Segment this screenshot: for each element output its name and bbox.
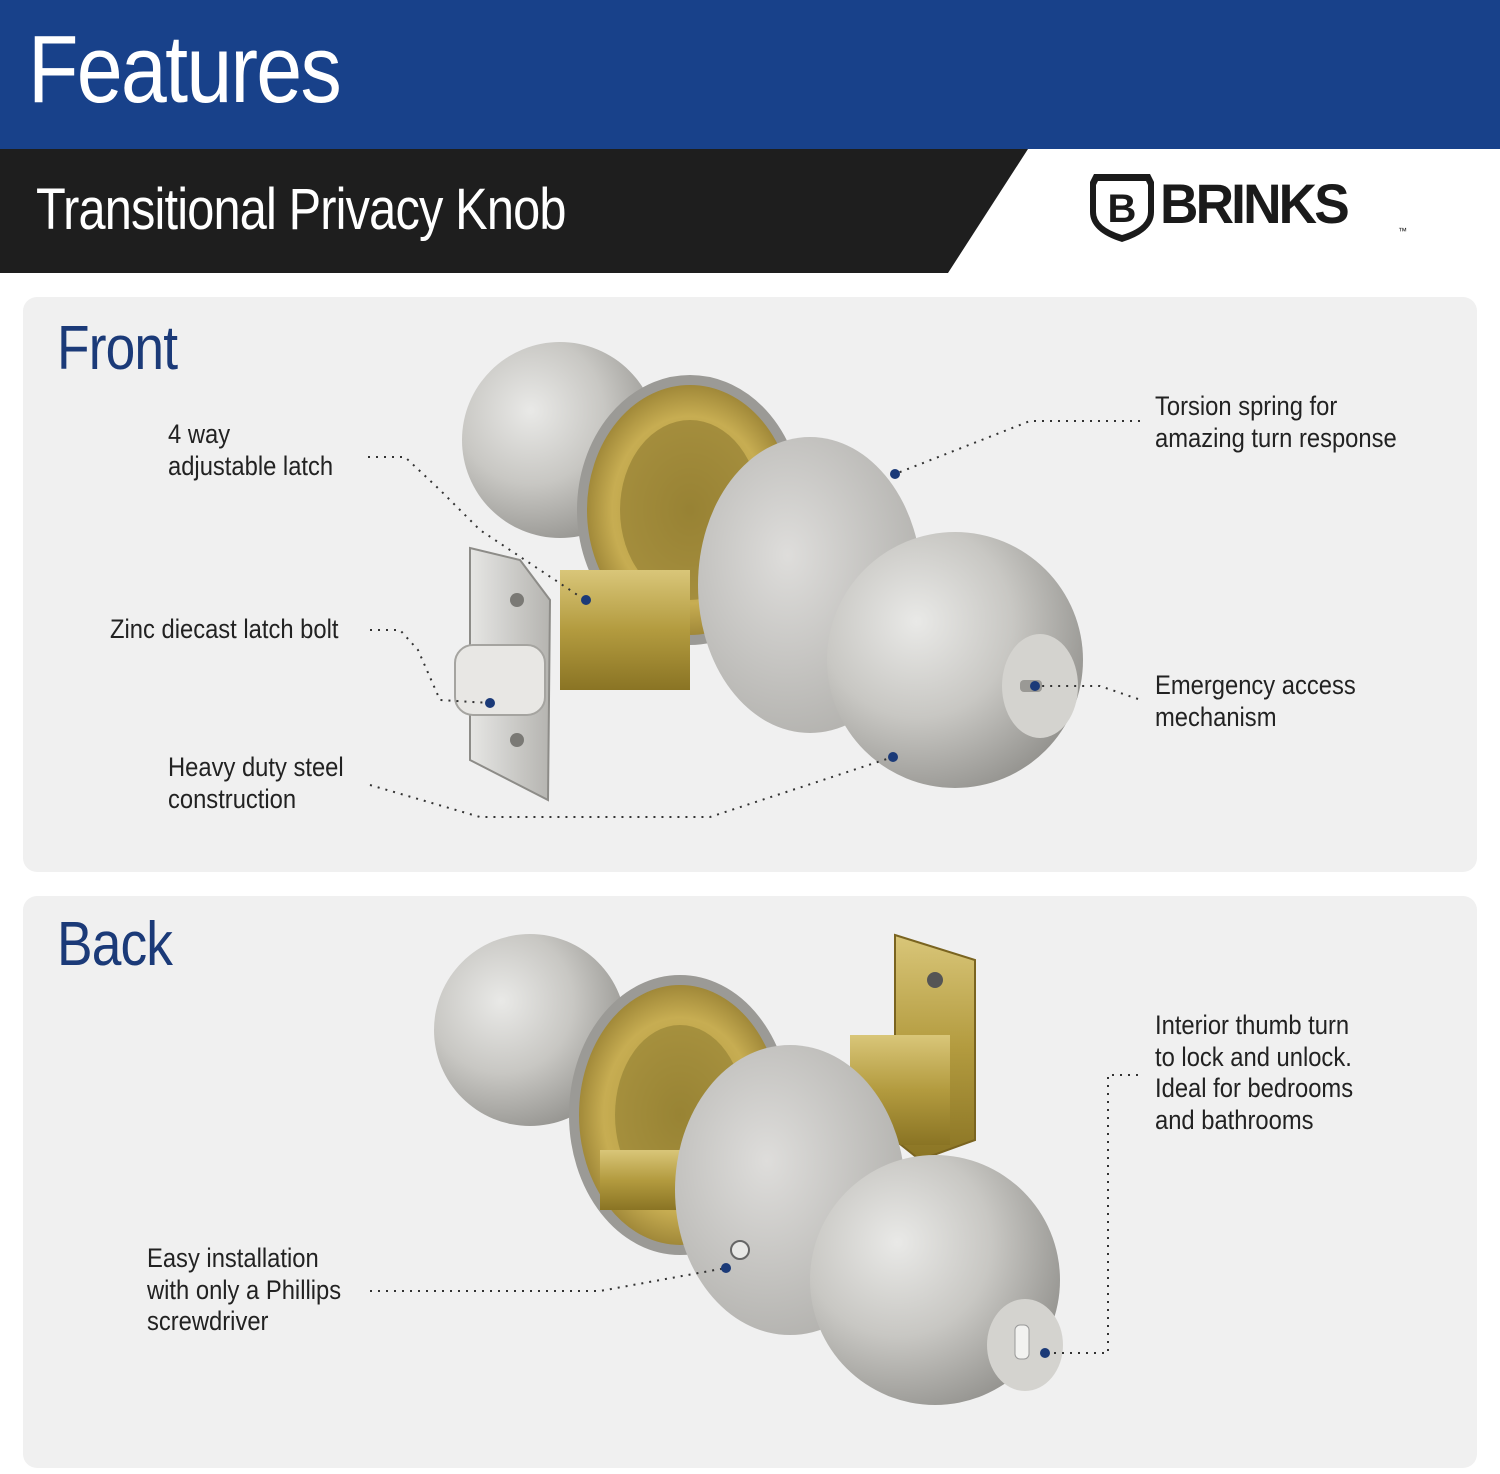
logo-letter: B (1107, 187, 1137, 231)
callout-thumb: Interior thumb turn to lock and unlock. Ideal for bedrooms and bathrooms (1155, 1010, 1354, 1135)
callout-line-steel (370, 757, 893, 817)
callout-install: Easy installation with only a Phillips screwdriver (147, 1243, 342, 1336)
callout-dot-spring (890, 469, 900, 479)
product-title: Transitional Privacy Knob (36, 177, 566, 242)
page-title: Features (28, 16, 341, 123)
trademark-mark: ™ (1398, 226, 1407, 236)
callout-emergency: Emergency access mechanism (1155, 670, 1356, 732)
callout-dot-bolt (485, 698, 495, 708)
callout-line-install (370, 1268, 726, 1291)
callout-line-thumb (1045, 1075, 1138, 1353)
callout-dot-thumb (1040, 1348, 1050, 1358)
front-section-title: Front (57, 314, 178, 383)
callout-bolt: Zinc diecast latch bolt (110, 614, 339, 644)
callout-spring: Torsion spring for amazing turn response (1155, 391, 1397, 453)
back-section-title: Back (57, 910, 173, 979)
callout-line-spring (895, 421, 1140, 474)
callout-dot-steel (888, 752, 898, 762)
back-lock-image (434, 934, 1063, 1405)
callout-dot-emergency (1030, 681, 1040, 691)
callout-latch: 4 way adjustable latch (168, 419, 334, 481)
callout-dot-install (721, 1263, 731, 1273)
callout-dot-latch (581, 595, 591, 605)
front-lock-image (455, 342, 1083, 800)
callout-steel: Heavy duty steel construction (168, 752, 344, 814)
brand-logo-text: BRINKS (1160, 172, 1347, 235)
